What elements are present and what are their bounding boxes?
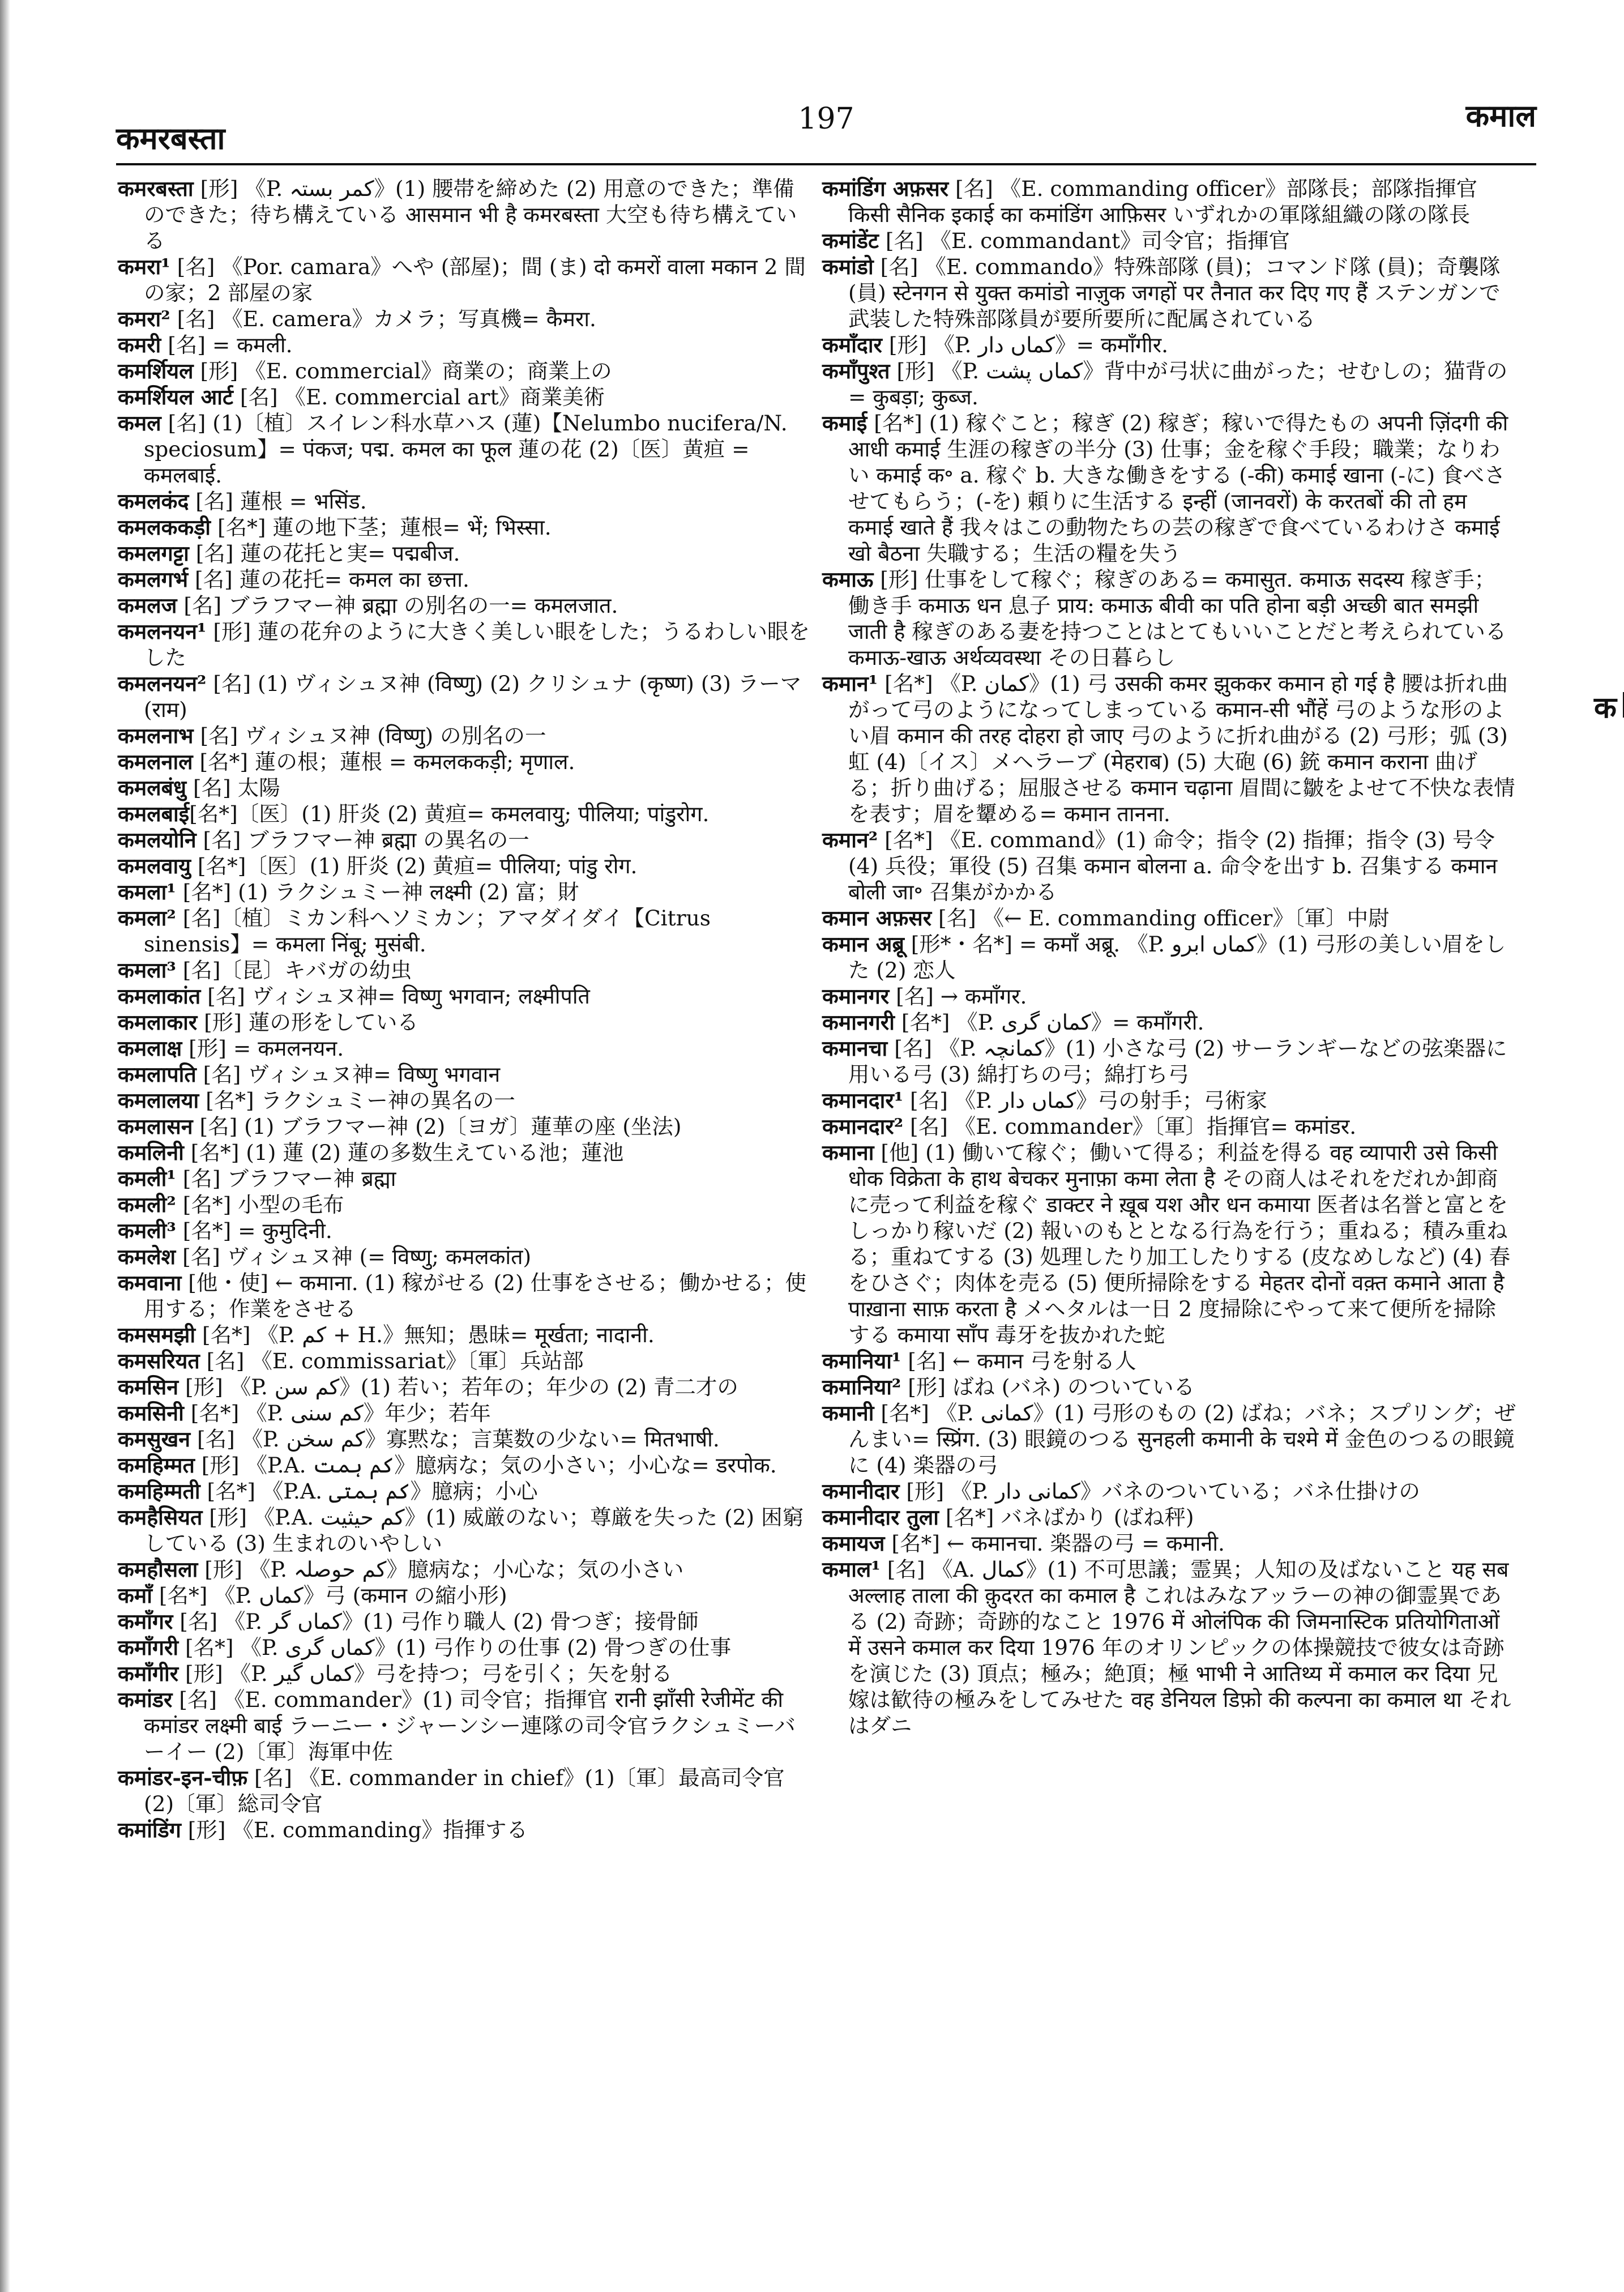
dictionary-entry [822,671,1516,827]
entry-definition: [形] 《P. کماں گیر》弓を持つ；弓を引く；矢を射る [178,1661,673,1686]
dictionary-entry [118,1661,811,1687]
dictionary-entry [118,1113,811,1139]
entry-definition: [名] 《E. commander in chief》(1)〔軍〕最高司令官 (2)〔軍〕総司令官 [144,1765,785,1816]
entry-definition: [名] ← कमान 弓を射る人 [901,1348,1136,1373]
entry-headword: कमलगर्भ [118,567,189,592]
dictionary-entry [118,1817,811,1843]
dictionary-entry [118,1504,811,1556]
entry-headword: कमानदार¹ [822,1088,904,1113]
entry-definition: [名] ブラフマー神 ब्रह्मा の別名の一= कमलजात. [177,593,618,618]
entry-headword: कमायज [822,1531,885,1556]
dictionary-entry [822,176,1516,228]
entry-definition: [名] 《A. کمال》(1) 不可思議；霊異；人知の及ばないこと यह सब अल्लाह ताला की क़ुदरत का कमाल है これはみなアッラーの神の御霊異である (2) 奇跡；奇跡的なこと 1976 में ओलंपिक की जिमनास्टिक प्रतियोगिताओं में उसने कमाल कर दिया 1976 年のオリンピックの体操競技で彼女は奇跡を演じた (3) 頂点；極み；絶頂；極 भाभी ने आतिथ्य में कमाल कर दिया 兄嫁は歓待の極みをしてみせた वह डेनियल डिफ़ो की कल्पना का कमाल था それはダニ [848,1557,1511,1738]
dictionary-entry [118,1687,811,1765]
dictionary-entry [822,228,1516,254]
dictionary-entry [118,775,811,801]
dictionary-entry [822,254,1516,332]
entry-definition: [名] 《E. commander》(1) 司令官；指揮官 रानी झाँसी रेजीमेंट की कमांडर लक्ष्मी बाई ラーニー・ジャーンシー連隊の司令官ラクシュミーバーイー (2)〔軍〕海軍中佐 [144,1687,796,1764]
entry-definition: [名*] 蓮の根；蓮根 = कमलककड़ी; मृणाल. [193,749,575,774]
entry-headword: कमान अब्रू [822,932,904,957]
dictionary-entry [118,1374,811,1400]
dictionary-entry [822,1400,1516,1478]
entry-headword: कमान अफ़सर [822,906,932,931]
entry-definition: [名] 《← E. commanding officer》〔軍〕中尉 [931,906,1390,931]
entry-definition: [他] (1) 働いて稼ぐ；働いて得る；利益を得る वह व्यापारी उसे किसी धोक विक्रेता के हाथ बेचकर मुनाफ़ा कमा लेता है その商人はそれをだれか卸商に売って利益を稼ぐ डाक्टर ने ख़ूब यश और धन कमाया 医者は名誉と富とをしっかり稼いだ (2) 報いのもととなる行為を行う；重ねる；積み重ねる；重ねてする (3) 処理したり加工したりする (皮なめしなど) (4) 春をひさぐ；肉体を売る (5) 便所掃除をする मेहतर दोनों वक़्त कमाने आता है पाख़ाना साफ़ करता है メヘタルは一日 2 度掃除にやって来て便所を掃除する कमाया साँप 毒牙を抜かれた蛇 [848,1140,1511,1347]
entry-definition: [名] 《E. camera》カメラ；写真機= कैमरा. [170,306,596,331]
dictionary-entry [118,983,811,1009]
entry-headword: कमली³ [118,1218,176,1243]
entry-definition: [名] 《P. کم سخن》寡黙な；言葉数の少ない= मितभाषी. [190,1427,720,1452]
dictionary-entry [118,1556,811,1582]
dictionary-entry [822,566,1516,671]
entry-headword: कमहिम्मती [118,1479,200,1504]
entry-definition: [名] 《E. commercial art》商業美術 [233,385,605,409]
entry-headword: कमर्शियल [118,358,194,383]
dictionary-entry [118,957,811,983]
entry-headword: कमांडिंग अफ़सर [822,176,949,201]
dictionary-entry [118,1192,811,1218]
entry-headword: कमलवायु [118,853,191,878]
entry-definition: [名] = कमली. [161,332,293,357]
dictionary-entry [118,384,811,410]
dictionary-entry [118,1244,811,1270]
dictionary-entry [118,306,811,332]
dictionary-entry [822,1556,1516,1739]
entry-headword: कमांडेंट [822,228,879,253]
dictionary-entry [118,566,811,592]
dictionary-entry [118,1400,811,1426]
dictionary-entry [118,1270,811,1322]
entry-definition: [名] (1) ブラフマー神 (2)〔ヨガ〕蓮華の座 (坐法) [193,1114,682,1139]
entry-headword: कमाँ [118,1583,152,1608]
entry-definition: [名*]〔医〕(1) 肝炎 (2) 黄疸= कमलवायु; पीलिया; पांडुरोग. [189,801,710,826]
scan-edge-shadow [0,0,10,2292]
entry-definition: [名*] 蓮の地下茎；蓮根= भें; भिस्सा. [211,515,552,540]
entry-definition: [名] 《Por. camara》へや (部屋)；間 (ま) दो कमरों वाला मकान 2 間の家；2 部屋の家 [144,254,806,305]
entry-headword: कमानदार² [822,1114,904,1139]
dictionary-entry [822,931,1516,983]
dictionary-entry [118,176,811,254]
entry-headword: कमलालया [118,1088,199,1113]
entry-headword: कमाँदार [822,332,882,357]
entry-headword: कमान¹ [822,671,878,696]
dictionary-entry [118,410,811,488]
entry-headword: कमला² [118,906,176,931]
entry-definition: [名*] (1) 蓮 (2) 蓮の多数生えている池；蓮池 [183,1140,624,1165]
entry-headword: कमलज [118,593,177,618]
page-number: 197 [798,102,854,136]
dictionary-entry [118,1348,811,1374]
entry-headword: कमहैसियत [118,1505,203,1530]
dictionary-entry [118,1765,811,1817]
dictionary-entry [118,618,811,671]
dictionary-entry [822,983,1516,1009]
entry-definition: [名] 《E. commandant》司令官；指揮官 [878,228,1290,253]
dictionary-entry [118,801,811,827]
entry-headword: कमानगर [822,984,890,1009]
entry-definition: [名*] 《P. کمان》(1) 弓 उसकी कमर झुककर कमान हो गई है 腰は折れ曲がって弓のようになってしまっている कमान-सी भौंहें 弓のような形のよい眉 कमान की तरह दोहरा हो जाए 弓のように折れ曲がる (2) 弓形；弧 (3) 虹 (4)〔イス〕メヘラーブ (मेहराब) (5) 大砲 (6) 銃 कमान कराना 曲げる；折り曲げる；屈服させる कमान चढ़ाना 眉間に皺をよせて不快な表情を表す；眉を顰める= कमान तानना. [848,671,1515,826]
dictionary-entry [822,1504,1516,1530]
entry-definition: [名*] 《P.A. کم ہمتی》臆病；小心 [200,1479,538,1504]
entry-headword: कमवाना [118,1270,182,1295]
dictionary-entry [822,1530,1516,1556]
dictionary-entry [118,254,811,306]
dictionary-entry [118,1139,811,1166]
entry-headword: कमाँगरी [118,1635,179,1660]
entry-headword: कमर्शियल आर्ट [118,385,233,409]
dictionary-entry [118,358,811,384]
entry-definition: [名*]〔医〕(1) 肝炎 (2) 黄疸= पीलिया; पांडु रोग. [190,853,638,878]
left-column [118,176,811,1843]
dictionary-entry [118,1087,811,1113]
dictionary-entry [822,358,1516,410]
entry-definition: [名] 蓮根 = भसिंड. [189,489,367,514]
entry-definition: [形] 《P.A. کم حیثیت》(1) 威厳のない；尊厳を失った (2) 困窮している (3) 生まれのいやしい [144,1505,804,1556]
entry-definition: [形] 《P.A. کم ہمت》臆病な；気の小さい；小心な= डरपोक. [194,1453,777,1478]
entry-headword: कमल [118,411,161,436]
entry-definition: [形] 《P. کم حوصلہ》臆病な；小心な；気の小さい [198,1557,684,1582]
entry-definition: [形] 《P. کم سن》(1) 若い；若年の；年少の (2) 青二才の [178,1375,738,1399]
entry-definition: [形] 《P. کمر بستہ》(1) 腰帯を締めた (2) 用意のできた；準備のできた；待ち構えている आसमान भी है कमरबस्ता 大空も待ち構えている [144,176,797,253]
dictionary-entry [118,905,811,957]
right-column [822,176,1516,1739]
entry-definition: [形] 《P. کماں دار》= कमाँगीर. [882,332,1169,357]
entry-definition: [名*] = कुमुदिनी. [176,1218,332,1243]
entry-definition: [形] 《E. commercial》商業の；商業上の [193,358,612,383]
entry-definition: [名] 《P. کماں دار》弓の射手；弓術家 [903,1088,1267,1113]
entry-definition: [形] ばね (バネ) のついている [901,1375,1195,1399]
entry-headword: कमलकंद [118,489,189,514]
thumb-index-tab: क [1594,690,1617,725]
entry-definition: [名]〔植〕ミカン科ヘソミカン；アマダイダイ【Citrus sinensis】= कमला निंबू; मुसंबी. [144,906,711,957]
entry-definition: [名*] 《E. command》(1) 命令；指令 (2) 指揮；指令 (3) 号令 (4) 兵役；軍役 (5) 召集 कमान बोलना a. 命令を出す b. 召集する कमान बोली जा॰ 召集がかかる [848,827,1498,904]
entry-headword: कमली¹ [118,1166,176,1191]
entry-headword: कमानिया¹ [822,1348,901,1373]
entry-definition: [形*・名*] = कमाँ अब्रू. 《P. کماں ابرو》(1) 弓形の美しい眉をした (2) 恋人 [848,932,1506,983]
entry-definition: [名*] 《P. کماں》弓 (कमान の縮小形) [152,1583,507,1608]
entry-headword: कमानचा [822,1036,888,1061]
entry-definition: [名*] 小型の毛布 [176,1192,344,1217]
entry-definition: [名] 蓮の花托と実= पद्मबीज. [189,541,460,566]
dictionary-entry [118,514,811,540]
entry-definition: [名] 《P. کماں گر》(1) 弓作り職人 (2) 骨つぎ；接骨師 [173,1609,699,1634]
dictionary-entry [118,1478,811,1504]
entry-definition: [名*] 《P. کمانی》(1) 弓形のもの (2) ばね；バネ；スプリング；ぜんまい= स्प्रिंग. (3) 眼鏡のつる सुनहली कमानी के चश्मे में 金色のつるの眼鏡に (4) 楽器の弓 [848,1401,1516,1478]
entry-definition: [形] 《P. کمانی دار》バネのついている；バネ仕掛けの [899,1479,1420,1504]
entry-definition: [名] ブラフマー神 ब्रह्मा の異名の一 [196,827,529,852]
entry-definition: [名*] 《P. کم + H.》無知；愚昧= मूर्खता; नादानी. [195,1322,655,1347]
entry-headword: कमांडर-इन-चीफ़ [118,1765,248,1790]
dictionary-entry [118,540,811,566]
entry-definition: [形] 仕事をして稼ぐ；稼ぎのある= कमासुत. कमाऊ सदस्य 稼ぎ手；働き手 कमाऊ धन 息子 प्राय: कमाऊ बीवी का पति होना बड़ी अच्छी बात समझी जाती है 稼ぎのある妻を持つことはとてもいいことだと考えられている कमाऊ-खाऊ अर्थव्यवस्था その日暮らし [848,567,1507,670]
dictionary-entry [118,332,811,358]
entry-definition: [名] 《E. commissariat》〔軍〕兵站部 [199,1348,584,1373]
entry-headword: कमला¹ [118,880,176,904]
dictionary-entry [822,410,1516,566]
entry-headword: कमहिम्मत [118,1453,195,1478]
entry-definition: [名] ヴィシュヌ神 (विष्णु) の別名の一 [193,723,546,748]
dictionary-entry [118,749,811,775]
entry-headword: कमलनयन² [118,671,207,696]
entry-headword: कमलबाई [118,801,190,826]
entry-definition: [名*] ← कमानचा. 楽器の弓 = कमानी. [884,1531,1225,1556]
entry-headword: कमलिनी [118,1140,184,1165]
entry-headword: कमांडो [822,254,874,279]
dictionary-entry [822,332,1516,358]
entry-headword: कमलाकार [118,1010,198,1035]
dictionary-entry [822,1348,1516,1374]
dictionary-entry [822,1035,1516,1087]
dictionary-entry [118,1582,811,1608]
dictionary-entry [118,1061,811,1087]
entry-definition: [名*] ラクシュミー神の異名の一 [199,1088,515,1113]
entry-definition: [名] 太陽 [186,775,280,800]
dictionary-entry [118,1634,811,1661]
dictionary-entry [118,1608,811,1634]
dictionary-entry [822,1139,1516,1348]
entry-definition: [名] 《P. کمانچہ》(1) 小さな弓 (2) サーランギーなどの弦楽器に用いる弓 (3) 綿打ちの弓；綿打ち弓 [848,1036,1507,1087]
entry-definition: [形] 蓮の花弁のように大きく美しい眼をした；うるわしい眼をした [144,619,810,670]
entry-definition: [名]〔昆〕キバガの幼虫 [176,958,412,983]
entry-headword: कमलगट्टा [118,541,189,566]
dictionary-entry [118,592,811,618]
dictionary-entry [118,827,811,853]
entry-headword: कमरा¹ [118,254,170,279]
entry-headword: कमसिनी [118,1401,184,1425]
entry-definition: [名*] 《P. کم سنی》年少；若年 [183,1401,491,1425]
dictionary-entry [822,1113,1516,1139]
entry-definition: [名] ヴィシュヌ神= विष्णु भगवान; लक्ष्मीपति [200,984,590,1009]
entry-headword: कमाना [822,1140,874,1165]
entry-headword: कमलेश [118,1244,176,1269]
header-rule [116,163,1536,165]
entry-headword: कमाल¹ [822,1557,881,1582]
entry-headword: कमसुखन [118,1427,191,1452]
entry-headword: कमलासन [118,1114,193,1139]
dictionary-entry [118,879,811,905]
entry-definition: [名] ブラフマー神 ब्रह्मा [176,1166,396,1191]
right-guide-word: कमाल [1465,97,1536,134]
left-guide-word: कमरबस्ता [116,120,225,156]
dictionary-entry [118,1166,811,1192]
entry-headword: कमलापति [118,1062,196,1087]
entry-headword: कमाई [822,411,867,436]
dictionary-entry [118,1322,811,1348]
entry-definition: [名] 《E. commando》特殊部隊 (員)；コマンド隊 (員)；奇襲隊 (員) स्टेनगन से युक्त कमांडो नाज़ुक जगहों पर तैनात कर दिए गए हैं ステンガンで武装した特殊部隊員が要所要所に配属されている [848,254,1501,331]
dictionary-entry [118,1218,811,1244]
page-header [116,93,1536,156]
dictionary-entry [118,488,811,514]
entry-headword: कमान² [822,827,878,852]
entry-headword: कमसिन [118,1375,179,1399]
dictionary-entry [822,1087,1516,1113]
dictionary-entry [822,827,1516,905]
entry-headword: कमलककड़ी [118,515,211,540]
entry-headword: कमांडिंग [118,1817,181,1842]
entry-headword: कमानी [822,1401,874,1425]
entry-headword: कमहौसला [118,1557,198,1582]
dictionary-entry [118,853,811,879]
entry-headword: कमलबंधु [118,775,187,800]
dictionary-entry [822,1478,1516,1504]
entry-definition: [形] 蓮の形をしている [197,1010,418,1035]
entry-headword: कमलयोनि [118,827,196,852]
entry-headword: कमलाकांत [118,984,201,1009]
entry-headword: कमसमझी [118,1322,196,1347]
entry-headword: कमला³ [118,958,176,983]
entry-definition: [名*] バネばかり (ばね秤) [939,1505,1194,1530]
entry-definition: [名*] (1) ラクシュミー神 लक्ष्मी (2) 富；財 [176,880,579,904]
entry-headword: कमली² [118,1192,176,1217]
dictionary-entry [118,671,811,723]
entry-definition: [形] 《P. کماں پشت》背中が弓状に曲がった；せむしの；猫背の= कुबड़ा; कुब्ज. [848,358,1508,409]
entry-definition: [名*] 《P. کمان گری》= कमाँगरी. [894,1010,1204,1035]
entry-definition: [名] (1)〔植〕スイレン科水草ハス (蓮)【Nelumbo nucifera/N. speciosum】= पंकज; पद्म. कमल का फूल 蓮の花 (2)〔医〕黄疸 = कमलबाई. [144,411,788,488]
dictionary-entry [118,723,811,749]
entry-definition: [名*] (1) 稼ぐこと；稼ぎ (2) 稼ぎ；稼いで得たもの अपनी ज़िंदगी की आधी कमाई 生涯の稼ぎの半分 (3) 仕事；金を稼ぐ手段；職業；なりわい कमाई क॰ a. 稼ぐ b. 大きな働きをする (-की) कमाई खाना (-に) 食べさせてもらう；(-を) 頼りに生活する इन्हीं (जानवरों) के करतबों की तो हम कमाई खाते हैं 我々はこの動物たちの芸の稼ぎで食べているわけさ कमाई खो बैठना 失職する；生活の糧を失う [848,411,1508,566]
dictionary-entry [822,1009,1516,1035]
entry-headword: कमसरियत [118,1348,200,1373]
entry-headword: कमलनाल [118,749,193,774]
entry-definition: [名] 《E. commander》〔軍〕指揮官= कमांडर. [903,1114,1357,1139]
dictionary-entry [118,1009,811,1035]
entry-headword: कमांडर [118,1687,173,1712]
entry-headword: कमाँगीर [118,1661,179,1686]
entry-headword: कमानिया² [822,1375,901,1399]
entry-headword: कमाँगर [118,1609,173,1634]
entry-headword: कमलाक्ष [118,1036,182,1061]
entry-headword: कमरा² [118,306,170,331]
entry-definition: [名] ヴィシュヌ神 (= विष्णु; कमलकांत) [176,1244,532,1269]
entry-definition: [形] 《E. commanding》指揮する [181,1817,528,1842]
dictionary-entry [118,1452,811,1478]
entry-headword: कमलनयन¹ [118,619,207,644]
dictionary-entry [118,1035,811,1061]
entry-definition: [名] (1) ヴィシュヌ神 (विष्णु) (2) クリシュナ (कृष्ण) (3) ラーマ (राम) [144,671,802,722]
entry-headword: कमरबस्ता [118,176,194,201]
entry-definition: [形] = कमलनयन. [182,1036,344,1061]
entry-headword: कमाँपुश्त [822,358,890,383]
entry-headword: कमानीदार [822,1479,900,1504]
entry-definition: [名*] 《P. کماں گری》(1) 弓作りの仕事 (2) 骨つぎの仕事 [178,1635,732,1660]
entry-headword: कमलनाभ [118,723,194,748]
entry-headword: कमानगरी [822,1010,895,1035]
entry-headword: कमरी [118,332,161,357]
dictionary-entry [822,905,1516,931]
dictionary-entry [822,1374,1516,1400]
entry-definition: [名] 《E. commanding officer》部隊長；部隊指揮官 किसी सैनिक इकाई का कमांडिंग आफ़िसर いずれかの軍隊組織の隊の隊長 [848,176,1478,227]
entry-definition: [他・使] ← कमाना. (1) 稼がせる (2) 仕事をさせる；働かせる；使用する；作業をさせる [144,1270,807,1321]
dictionary-entry [118,1426,811,1452]
entry-definition: [名] 蓮の花托= कमल का छत्ता. [188,567,469,592]
entry-definition: [名] → कमाँगर. [889,984,1027,1009]
entry-headword: कमानीदार तुला [822,1505,939,1530]
entry-definition: [名] ヴィシュヌ神= विष्णु भगवान [196,1062,501,1087]
entry-headword: कमाऊ [822,567,874,592]
